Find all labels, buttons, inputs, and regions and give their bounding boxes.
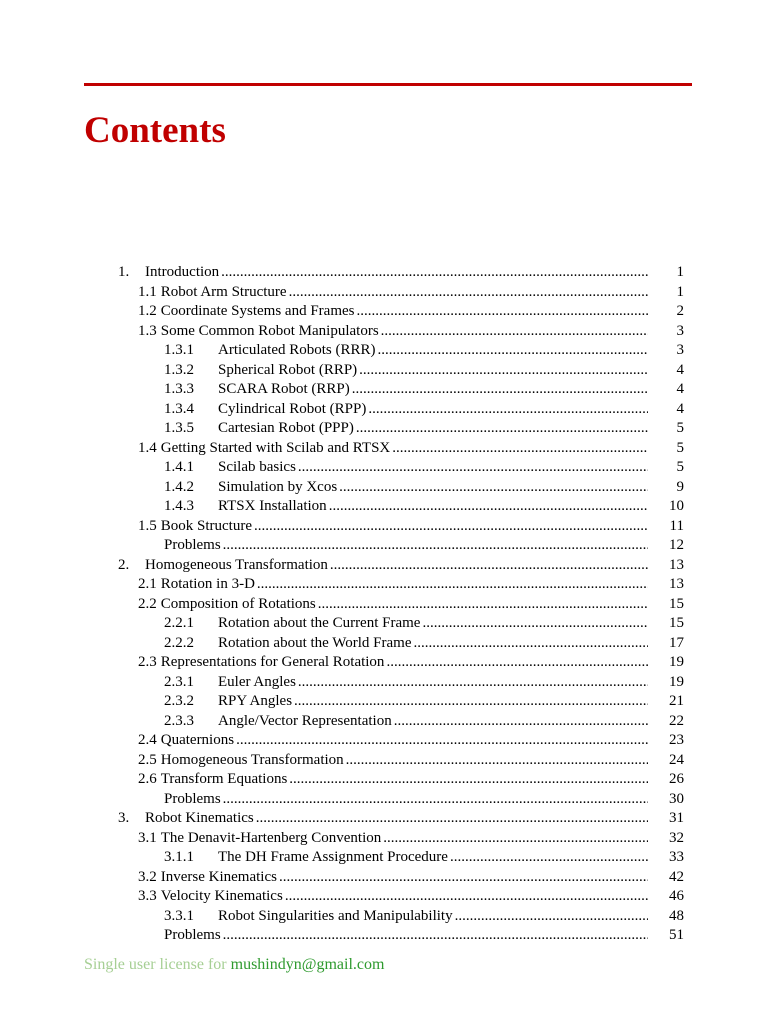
toc-entry-title: Robot Kinematics <box>145 810 254 826</box>
toc-entry-title: The Denavit-Hartenberg Convention <box>160 829 382 846</box>
toc-entry-page: 19 <box>669 654 684 670</box>
toc-entry-title: Introduction <box>145 264 220 280</box>
toc-dot-leader <box>294 692 648 712</box>
toc-entry-number: 2.5 <box>138 751 157 768</box>
toc-dot-leader <box>346 751 648 771</box>
toc-entry-number: 2.1 <box>138 576 157 592</box>
toc-entry[interactable] <box>0 458 768 478</box>
toc-entry[interactable] <box>0 263 768 283</box>
toc-dot-leader <box>223 926 648 946</box>
toc-entry-number: 1.3.2 <box>164 361 194 378</box>
toc-dot-leader <box>381 322 648 342</box>
toc-entry-number: 2.3 <box>138 654 157 670</box>
toc-entry[interactable] <box>0 536 768 556</box>
toc-entry-number: 2. <box>118 556 130 573</box>
toc-dot-leader <box>455 907 648 927</box>
toc-entry-page: 4 <box>676 381 684 397</box>
toc-dot-leader <box>392 439 648 459</box>
toc-entry[interactable] <box>0 634 768 654</box>
toc-entry-title: Composition of Rotations <box>160 595 316 612</box>
toc-dot-leader <box>256 809 648 829</box>
toc-entry-title: Transform Equations <box>160 771 288 787</box>
toc-entry-title: Representations for General Rotation <box>160 654 385 670</box>
toc-dot-leader <box>254 517 648 537</box>
toc-entry-number: 2.6 <box>138 771 157 787</box>
toc-entry-page: 11 <box>669 517 684 534</box>
toc-entry-page: 2 <box>676 303 684 319</box>
toc-entry[interactable] <box>0 419 768 439</box>
toc-entry[interactable] <box>0 829 768 849</box>
toc-entry-page: 3 <box>676 342 684 358</box>
toc-entry-page: 15 <box>669 615 684 631</box>
toc-dot-leader <box>339 478 648 498</box>
toc-entry-title: Scilab basics <box>218 459 296 475</box>
toc-entry-title: Homogeneous Transformation <box>145 556 328 573</box>
toc-entry-page: 33 <box>669 849 684 865</box>
toc-entry[interactable] <box>0 595 768 615</box>
toc-entry-page: 4 <box>676 361 684 378</box>
toc-entry-number: 1.3 <box>138 322 157 339</box>
toc-entry[interactable] <box>0 322 768 342</box>
toc-dot-leader <box>289 770 648 790</box>
toc-entry-page: 22 <box>669 712 684 729</box>
toc-entry-number: 3.1.1 <box>164 849 194 865</box>
toc-dot-leader <box>356 302 648 322</box>
toc-entry-page: 3 <box>676 322 684 339</box>
toc-entry[interactable] <box>0 731 768 751</box>
toc-entry-number: 1.4.3 <box>164 498 194 514</box>
toc-dot-leader <box>352 380 648 400</box>
toc-entry-title: Euler Angles <box>218 673 296 690</box>
toc-entry-number: 3.1 <box>138 829 157 846</box>
toc-entry-title: Rotation about the World Frame <box>218 634 412 651</box>
toc-entry-page: 5 <box>676 459 684 475</box>
toc-entry-title: Robot Arm Structure <box>160 283 287 300</box>
toc-entry[interactable] <box>0 907 768 927</box>
toc-entry-title: Cylindrical Robot (RPP) <box>218 400 367 417</box>
toc-entry[interactable] <box>0 751 768 771</box>
toc-entry[interactable] <box>0 361 768 381</box>
toc-entry-page: 9 <box>676 478 684 495</box>
toc-dot-leader <box>422 614 648 634</box>
toc-entry-page: 24 <box>669 751 684 768</box>
toc-entry-page: 4 <box>676 400 684 417</box>
toc-dot-leader <box>330 556 648 576</box>
toc-entry-page: 17 <box>669 634 684 651</box>
toc-entry-number: 2.2 <box>138 595 157 612</box>
toc-dot-leader <box>223 536 648 556</box>
toc-entry[interactable] <box>0 926 768 946</box>
toc-entry[interactable] <box>0 848 768 868</box>
toc-entry-number: 1.4 <box>138 439 157 456</box>
toc-entry-number: 1.3.4 <box>164 400 194 417</box>
toc-entry[interactable] <box>0 517 768 537</box>
toc-entry-page: 32 <box>669 829 684 846</box>
toc-entry-title: Problems <box>164 537 221 553</box>
toc-entry-number: 1. <box>118 264 130 280</box>
page-title: Contents <box>84 110 226 151</box>
toc-entry-number: 1.3.5 <box>164 420 194 436</box>
toc-entry-page: 21 <box>669 693 684 709</box>
toc-entry-title: Homogeneous Transformation <box>160 751 344 768</box>
toc-entry-number: 1.3.1 <box>164 342 194 358</box>
toc-entry-page: 51 <box>669 927 684 943</box>
toc-entry[interactable] <box>0 400 768 420</box>
toc-entry-number: 3.3.1 <box>164 907 194 924</box>
toc-entry-page: 23 <box>669 732 684 748</box>
toc-entry[interactable] <box>0 692 768 712</box>
toc-entry[interactable] <box>0 575 768 595</box>
toc-entry-page: 10 <box>669 498 684 514</box>
toc-entry[interactable] <box>0 439 768 459</box>
toc-entry[interactable] <box>0 868 768 888</box>
toc-dot-leader <box>223 790 648 810</box>
toc-dot-leader <box>450 848 648 868</box>
toc-entry-title: Book Structure <box>160 517 252 534</box>
toc-entry[interactable] <box>0 887 768 907</box>
toc-entry-number: 1.5 <box>138 517 157 534</box>
toc-entry-number: 3.3 <box>138 888 157 904</box>
toc-dot-leader <box>368 400 648 420</box>
toc-entry-number: 2.2.2 <box>164 634 194 651</box>
toc-dot-leader <box>394 712 648 732</box>
toc-entry-title: Robot Singularities and Manipulability <box>218 907 453 924</box>
toc-dot-leader <box>359 361 648 381</box>
toc-entry-title: Spherical Robot (RRP) <box>218 361 358 378</box>
toc-dot-leader <box>318 595 648 615</box>
toc-entry-page: 5 <box>676 439 684 456</box>
toc-dot-leader <box>298 458 648 478</box>
toc-dot-leader <box>383 829 648 849</box>
toc-dot-leader <box>386 653 648 673</box>
toc-entry-page: 46 <box>669 888 684 904</box>
toc-entry-page: 42 <box>669 868 684 885</box>
toc-entry-title: SCARA Robot (RRP) <box>218 381 350 397</box>
toc-entry-title: The DH Frame Assignment Procedure <box>218 849 448 865</box>
license-footer <box>84 955 384 975</box>
toc-dot-leader <box>298 673 648 693</box>
header-rule <box>84 83 692 86</box>
toc-dot-leader <box>257 575 648 595</box>
toc-dot-leader <box>285 887 648 907</box>
toc-dot-leader <box>236 731 648 751</box>
toc-dot-leader <box>289 283 648 303</box>
toc-entry-number: 2.3.3 <box>164 712 194 729</box>
toc-entry-page: 1 <box>676 264 684 280</box>
toc-entry[interactable] <box>0 809 768 829</box>
toc-entry-page: 30 <box>669 790 684 807</box>
toc-entry-title: Quaternions <box>160 732 235 748</box>
toc-entry-title: Problems <box>164 927 221 943</box>
toc-entry[interactable] <box>0 302 768 322</box>
toc-entry-number: 3.2 <box>138 868 157 885</box>
toc-entry-number: 1.4.2 <box>164 478 194 495</box>
toc-entry-number: 2.3.1 <box>164 673 194 690</box>
toc-entry-title: Angle/Vector Representation <box>218 712 392 729</box>
toc-entry-title: Velocity Kinematics <box>160 888 283 904</box>
toc-entry-title: Getting Started with Scilab and RTSX <box>160 439 391 456</box>
toc-entry-page: 5 <box>676 420 684 436</box>
toc-entry-title: Cartesian Robot (PPP) <box>218 420 354 436</box>
toc-entry-page: 12 <box>669 537 684 553</box>
toc-entry-page: 15 <box>669 595 684 612</box>
toc-entry-page: 1 <box>676 283 684 300</box>
toc-entry-title: Coordinate Systems and Frames <box>160 303 355 319</box>
toc-dot-leader <box>221 263 648 283</box>
toc-entry[interactable] <box>0 712 768 732</box>
toc-entry-page: 13 <box>669 576 684 592</box>
toc-entry[interactable] <box>0 341 768 361</box>
toc-dot-leader <box>356 419 648 439</box>
toc-entry-number: 3. <box>118 810 130 826</box>
toc-entry-number: 1.3.3 <box>164 381 194 397</box>
toc-entry-title: RPY Angles <box>218 693 293 709</box>
toc-entry-number: 1.1 <box>138 283 157 300</box>
toc-entry[interactable] <box>0 614 768 634</box>
license-email: mushindyn@gmail.com <box>230 956 385 973</box>
toc-entry-number: 2.3.2 <box>164 693 194 709</box>
toc-entry-page: 31 <box>669 810 684 826</box>
toc-entry[interactable] <box>0 478 768 498</box>
license-label: Single user license for <box>84 956 231 973</box>
toc-entry-title: Articulated Robots (RRR) <box>218 342 376 358</box>
toc-entry[interactable] <box>0 673 768 693</box>
toc-entry-number: 1.4.1 <box>164 459 194 475</box>
toc-dot-leader <box>413 634 648 654</box>
toc-entry-number: 1.2 <box>138 303 157 319</box>
toc-entry[interactable] <box>0 497 768 517</box>
toc-entry-page: 19 <box>669 673 684 690</box>
table-of-contents <box>0 263 768 946</box>
toc-entry-title: Rotation about the Current Frame <box>218 615 421 631</box>
toc-entry-title: Simulation by Xcos <box>218 478 338 495</box>
toc-entry-title: RTSX Installation <box>218 498 327 514</box>
toc-entry[interactable] <box>0 770 768 790</box>
toc-entry[interactable] <box>0 790 768 810</box>
toc-entry-title: Problems <box>164 790 221 807</box>
toc-entry-number: 2.2.1 <box>164 615 194 631</box>
toc-entry-title: Inverse Kinematics <box>160 868 277 885</box>
toc-entry-title: Rotation in 3-D <box>160 576 255 592</box>
toc-entry[interactable] <box>0 653 768 673</box>
toc-dot-leader <box>279 868 648 888</box>
toc-entry-page: 48 <box>669 907 684 924</box>
toc-entry[interactable] <box>0 380 768 400</box>
toc-entry[interactable] <box>0 283 768 303</box>
toc-dot-leader <box>329 497 648 517</box>
toc-entry[interactable] <box>0 556 768 576</box>
toc-entry-page: 13 <box>669 556 684 573</box>
toc-entry-page: 26 <box>669 771 684 787</box>
toc-dot-leader <box>378 341 649 361</box>
toc-entry-number: 2.4 <box>138 732 157 748</box>
toc-entry-title: Some Common Robot Manipulators <box>160 322 379 339</box>
